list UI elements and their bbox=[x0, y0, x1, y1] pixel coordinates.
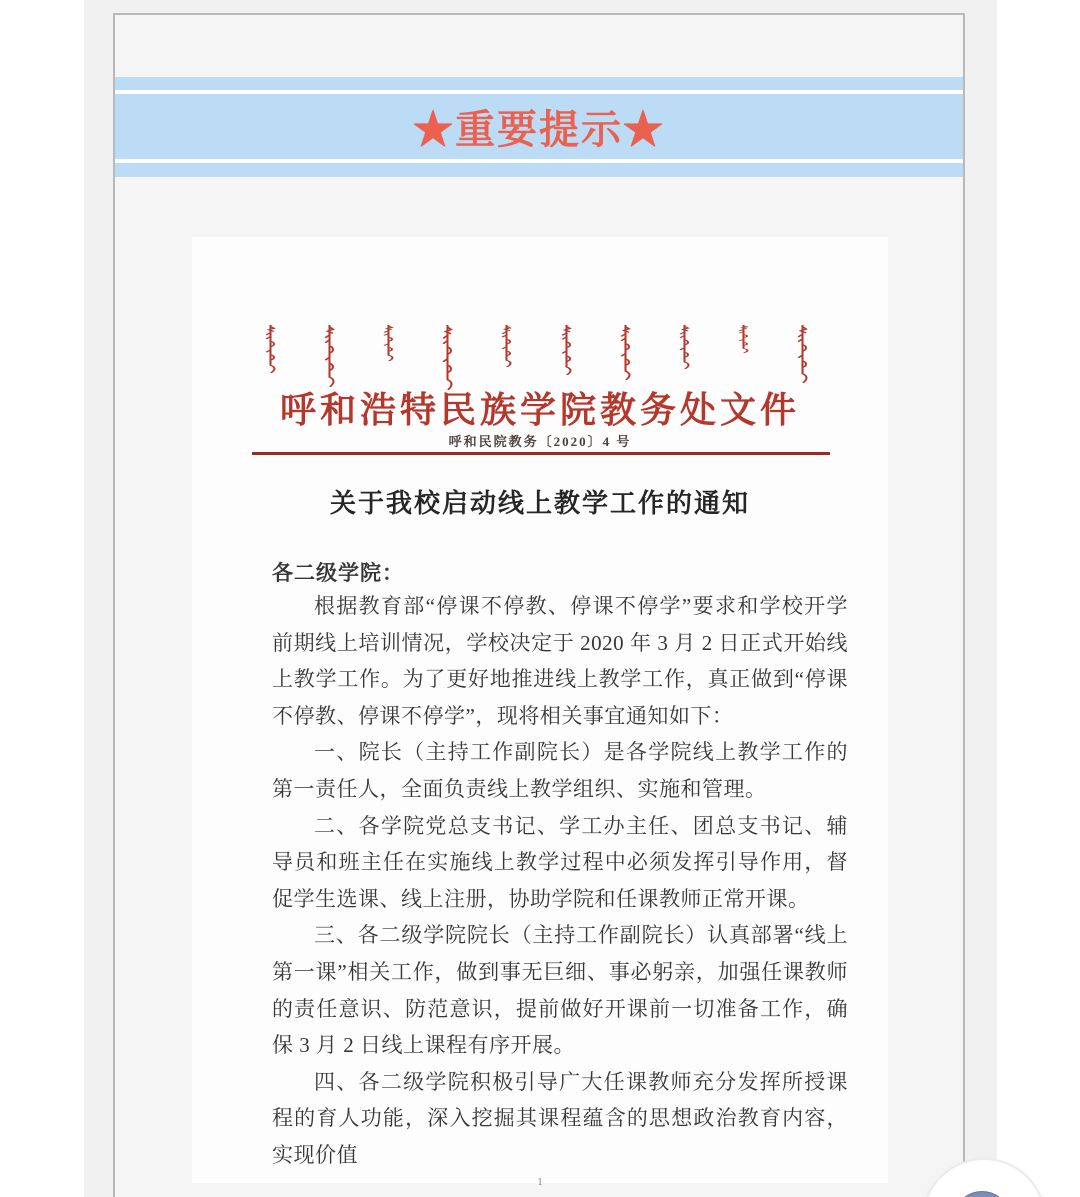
mongolian-script-glyph-icon bbox=[678, 325, 691, 369]
notice-card bbox=[113, 13, 965, 1197]
paragraph: 一、院长（主持工作副院长）是各学院线上教学工作的第一责任人，全面负责线上教学组织、实施和管理。 bbox=[272, 740, 848, 801]
mongolian-script-glyph-icon bbox=[796, 325, 809, 383]
paragraph: 根据教育部“停课不停教、停课不停学”要求和学校开学前期线上培训情况，学校决定于 2020 年 3 月 2 日正式开始线上教学工作。为了更好地推进线上教学工作，真正做到“停课不停教、停课不停学”，现将相关事宜通知如下： bbox=[272, 594, 848, 728]
mongolian-script-glyph-icon bbox=[264, 325, 277, 373]
banner-stripe-bottom bbox=[115, 163, 963, 177]
document-page bbox=[192, 237, 888, 1188]
mongolian-script-glyph-icon bbox=[619, 325, 632, 380]
document-number: 呼和民院教务〔2020〕4 号 bbox=[448, 434, 632, 449]
avatar-circle-icon bbox=[953, 1191, 1011, 1197]
mongolian-script-glyph-icon bbox=[441, 325, 454, 390]
paragraph: 二、各学院党总支书记、学工办主任、团总支书记、辅导员和班主任在实施线上教学过程中必须发挥引导作用，督促学生选课、线上注册，协助学院和任课教师正常开课。 bbox=[272, 813, 848, 911]
mongolian-script-glyph-icon bbox=[737, 325, 750, 353]
mongolian-script-glyph-icon bbox=[500, 325, 513, 367]
mongolian-script-glyph-icon bbox=[323, 325, 336, 387]
salutation: 各二级学院： bbox=[272, 561, 404, 585]
red-divider-line bbox=[252, 452, 830, 455]
notice-body bbox=[192, 558, 888, 1174]
notice-title: 关于我校启动线上教学工作的通知 bbox=[329, 489, 750, 518]
mongolian-script-glyph-icon bbox=[560, 325, 573, 375]
paragraph: 四、各二级学院积极引导广大任课教师充分发挥所授课程的育人功能，深入挖掘其课程蕴含的思想政治教育内容，实现价值 bbox=[272, 1069, 848, 1167]
mongolian-script-glyph-icon bbox=[382, 325, 395, 361]
banner-title: ★重要提示★ bbox=[413, 108, 665, 152]
paragraph: 三、各二级学院院长（主持工作副院长）认真部署“线上第一课”相关工作，做到事无巨细、事必躬亲，加强任课教师的责任意识、防范意识，提前做好开课前一切准备工作，确保 3 月 2 日线上课程有序开展。 bbox=[272, 923, 848, 1058]
page-number: 1 bbox=[537, 1175, 543, 1188]
banner-stripe-top bbox=[115, 77, 963, 90]
important-notice-banner bbox=[115, 77, 963, 177]
mongolian-script-row bbox=[264, 325, 809, 390]
issuing-organization-title: 呼和浩特民族学院教务处文件 bbox=[279, 390, 800, 430]
